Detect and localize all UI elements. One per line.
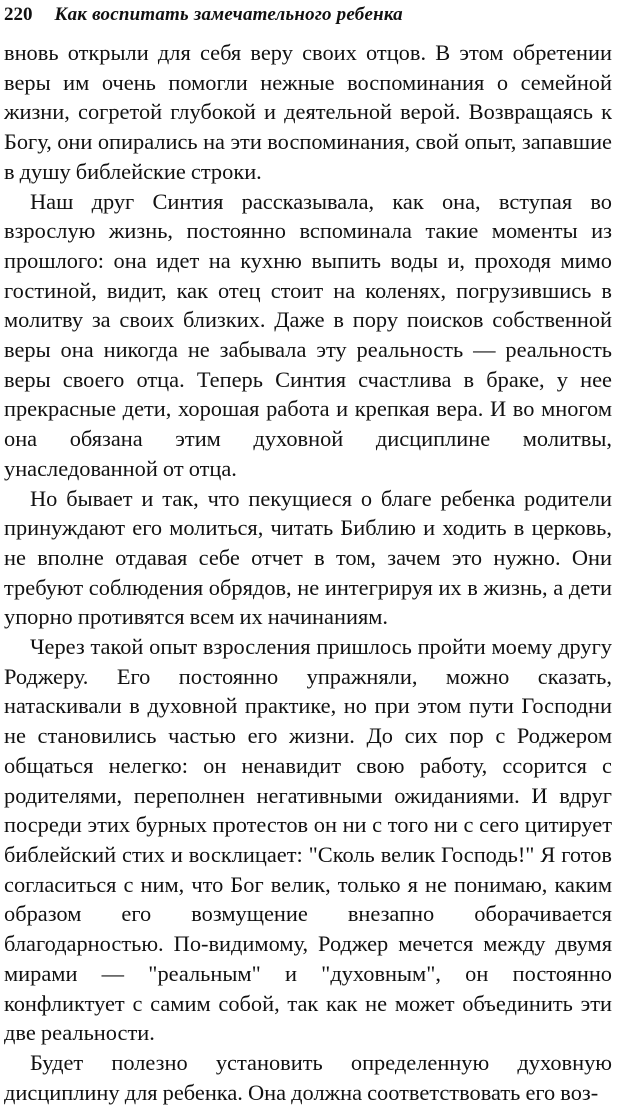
running-header (4, 4, 612, 34)
paragraph: Через такой опыт взросления пришлось пройти моему другу Роджеру. Его постоянно упражняли, можно сказать, натаскивали в духовной практике, но при этом пути Господни не становились частью его жизни. До сих пор с Роджером общаться нелегко: он ненавидит свою работу, ссорится с родителями, переполнен негативными ожиданиями. И вдруг посреди этих бурных протестов он ни с того ни с сего цитирует библейский стих и восклицает: "Сколь велик Господь!" Я готов согласиться с ним, что Бог велик, только я не понимаю, каким образом его возмущение внезапно оборачивается благодарностью. По-видимому, Роджер мечется между двумя мирами — "реальным" и "духовным", он постоянно конфликтует с самим собой, так как не может объединить эти две реальности. (4, 634, 612, 1046)
page-body (4, 38, 612, 1107)
paragraph: Будет полезно установить определенную духовную дисциплину для ребенка. Она должна соответствовать его воз- (4, 1049, 612, 1105)
paragraph-continued: вновь открыли для себя веру своих отцов. В этом обретении веры им очень помогли нежные воспоминания о семейной жизни, согретой глубокой и деятельной верой. Возвращаясь к Богу, они опирались на эти воспоминания, свой опыт, запавшие в душу библейские строки. (4, 40, 612, 184)
running-title: Как воспитать замечательного ребенка (54, 4, 403, 25)
page-number: 220 (4, 4, 33, 25)
paragraph: Но бывает и так, что пекущиеся о благе ребенка родители принуждают его молиться, читать Библию и ходить в церковь, не вполне отдавая себе отчет в том, зачем это нужно. Они требуют соблюдения обрядов, не интегрируя их в жизнь, а дети упорно противятся всем их начинаниям. (4, 485, 612, 630)
paragraph: Наш друг Синтия рассказывала, как она, вступая во взрослую жизнь, постоянно вспоминала такие моменты из прошлого: она идет на кухню выпить воды и, проходя мимо гостиной, видит, как отец стоит на коленях, погрузившись в молитву за своих близких. Даже в пору поисков собственной веры она никогда не забывала эту реальность — реальность веры своего отца. Теперь Синтия счастлива в браке, у нее прекрасные дети, хорошая работа и крепкая вера. И во многом она обязана этим духовной дисциплине молитвы, унаследованной от отца. (4, 188, 612, 481)
